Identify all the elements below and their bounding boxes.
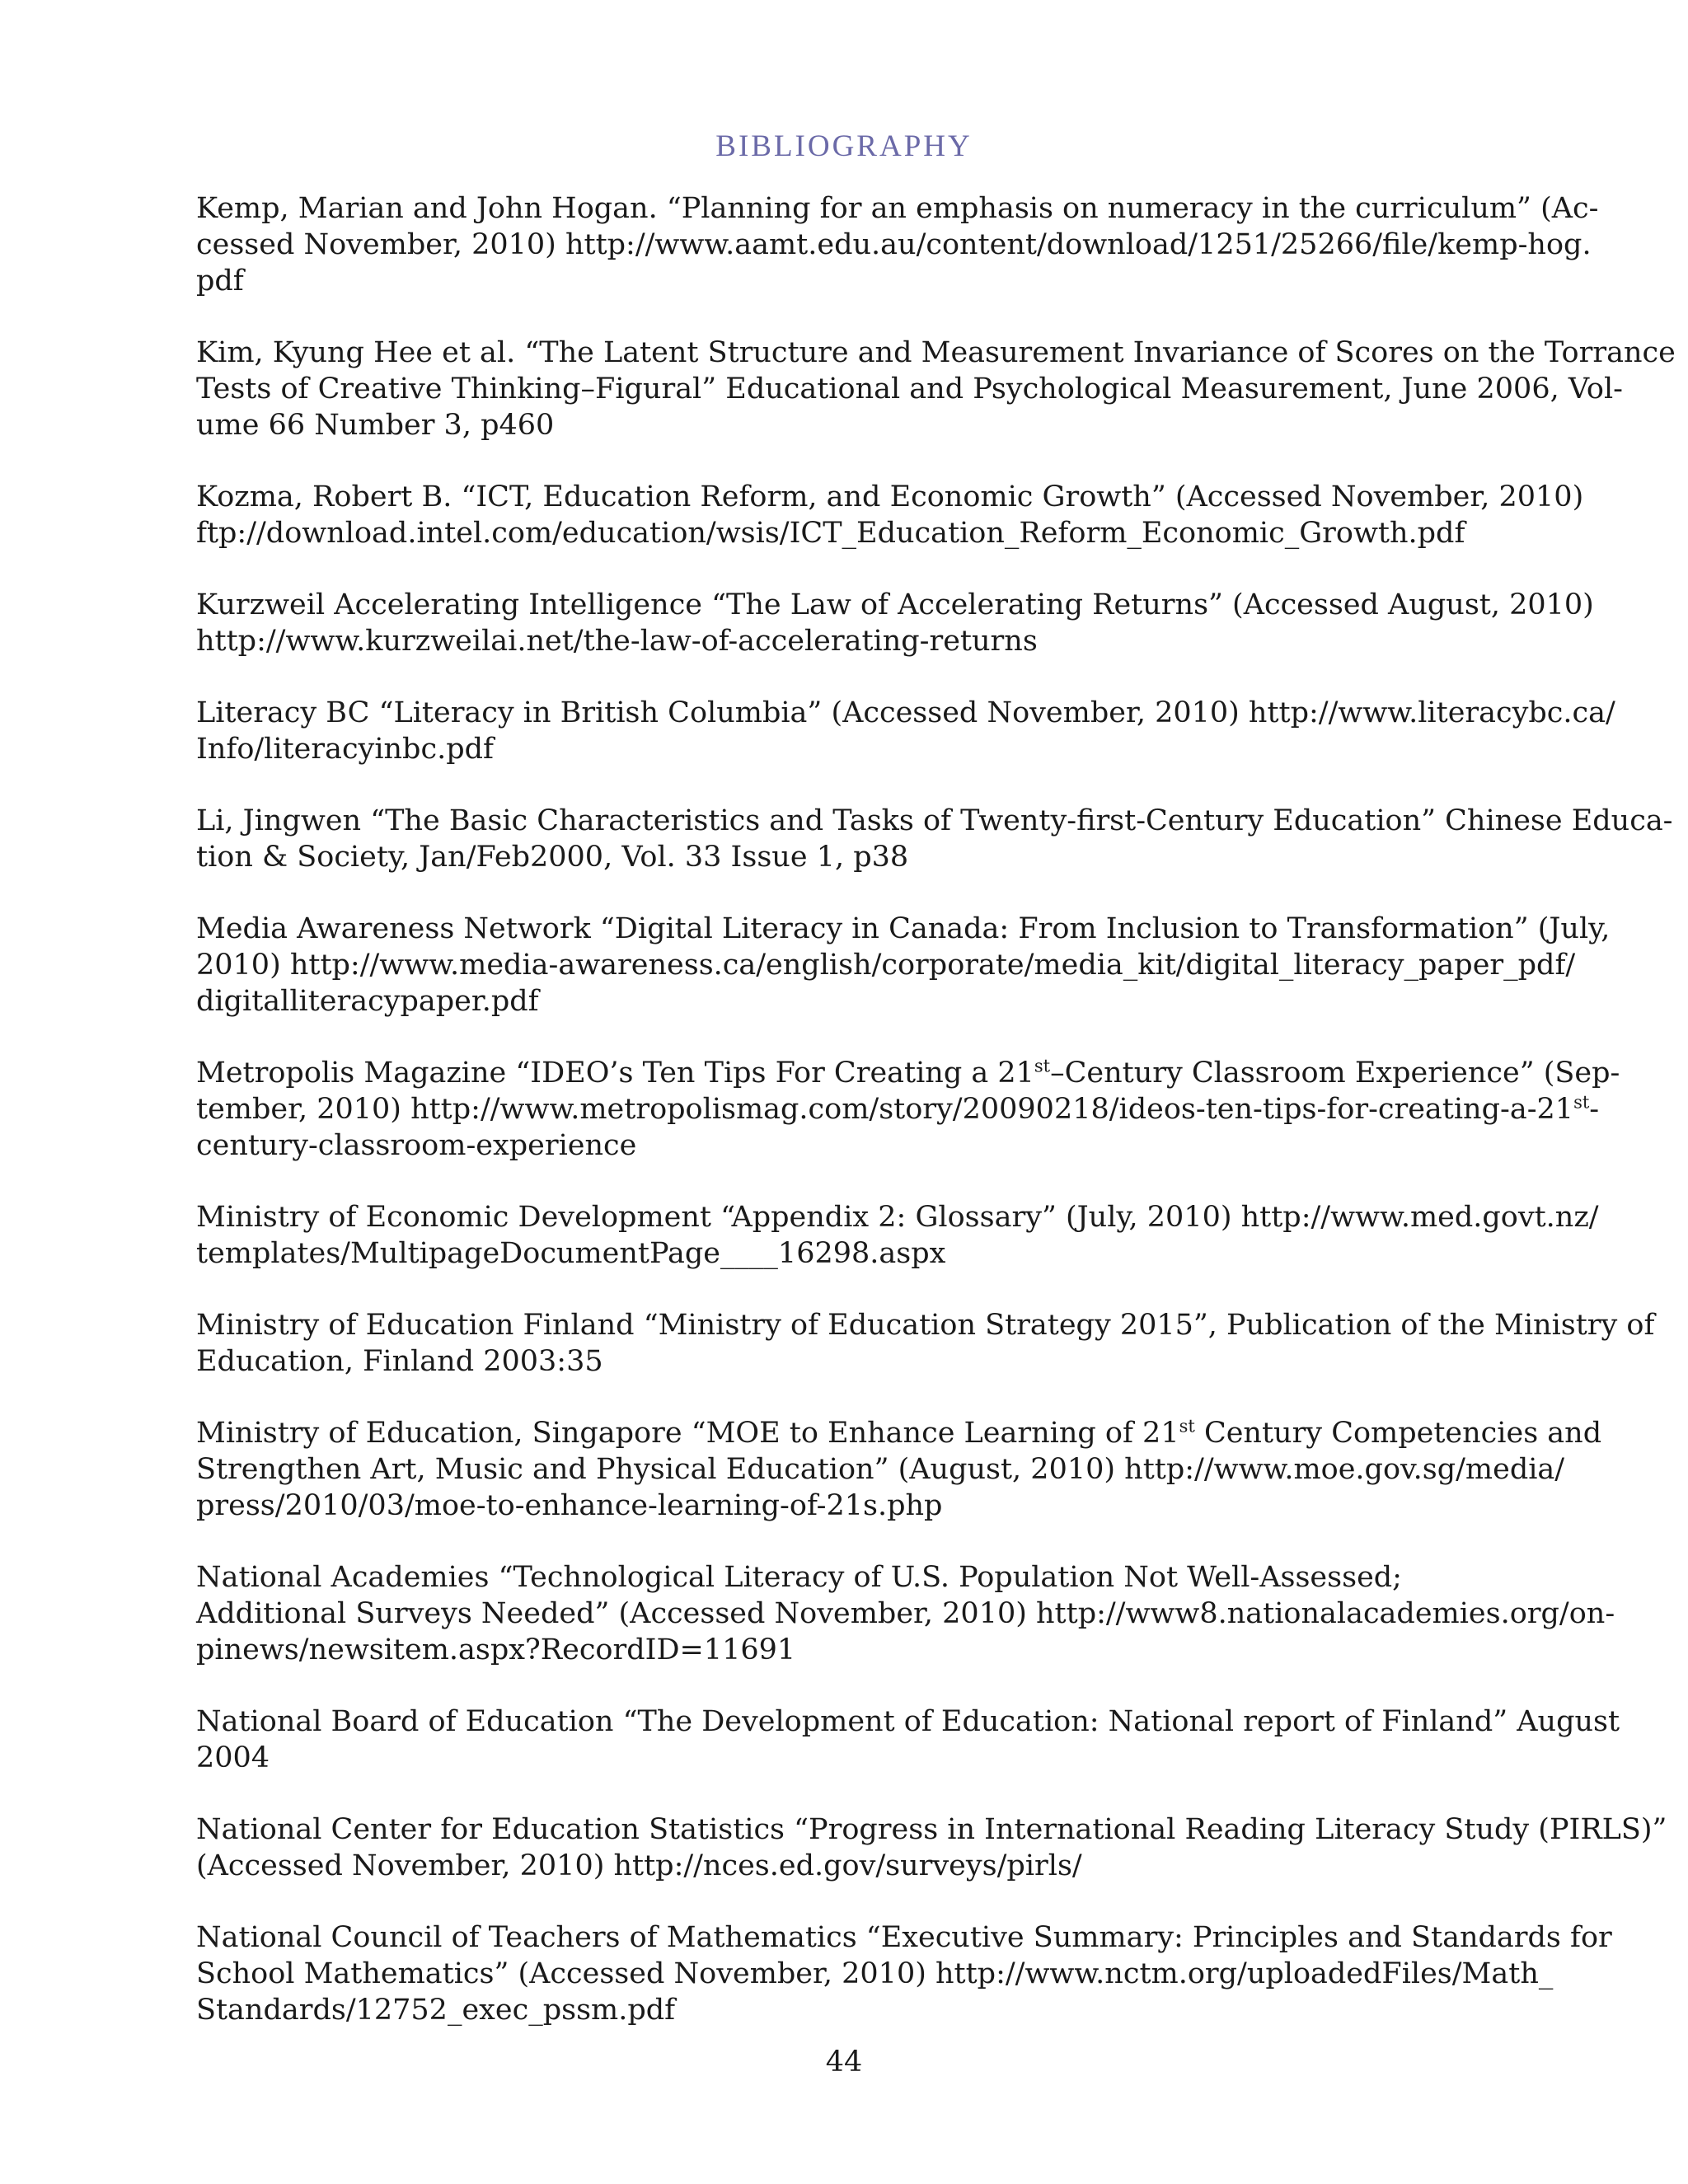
- bibliography-entry: [196, 1811, 1667, 1884]
- bibliography-entry: [196, 1919, 1612, 2028]
- bibliography-entry: [196, 587, 1594, 659]
- entry-line: press/2010/03/moe-to-enhance-learning-of-21s.php: [196, 1489, 943, 1522]
- entry-line: Tests of Creative Thinking–Figural” Educational and Psychological Measurement, June 2006, Vol-: [196, 373, 1623, 405]
- bibliography-entry: [196, 335, 1676, 443]
- entry-text: –Century Classroom Experience” (Sep-: [1050, 1057, 1620, 1090]
- entry-line: Kim, Kyung Hee et al. “The Latent Structure and Measurement Invariance of Scores on the Torrance: [196, 336, 1676, 369]
- entry-line: Education, Finland 2003:35: [196, 1345, 603, 1378]
- entry-line: Info/literacyinbc.pdf: [196, 733, 494, 766]
- ordinal-superscript: st: [1034, 1056, 1051, 1076]
- bibliography-entry: [196, 911, 1611, 1019]
- entry-line: Kemp, Marian and John Hogan. “Planning for an emphasis on numeracy in the curriculum” (Ac-: [196, 192, 1599, 225]
- entry-line: pdf: [196, 265, 244, 298]
- bibliography-entry: [196, 1199, 1599, 1272]
- entry-line: Kurzweil Accelerating Intelligence “The Law of Accelerating Returns” (Accessed August, 2010): [196, 588, 1594, 621]
- entry-text: tember, 2010) http://www.metropolismag.com/story/20090218/ideos-ten-tips-for-creating-a-21: [196, 1093, 1574, 1126]
- bibliography-entry: [196, 1055, 1620, 1164]
- bibliography-entry: [196, 479, 1584, 551]
- entry-line: Li, Jingwen “The Basic Characteristics and Tasks of Twenty-first-Century Education” Chinese Educa-: [196, 804, 1673, 837]
- entry-text: Century Competencies and: [1194, 1417, 1602, 1450]
- entry-line: digitalliteracypaper.pdf: [196, 985, 539, 1018]
- entry-line: National Academies “Technological Literacy of U.S. Population Not Well-Assessed;: [196, 1561, 1402, 1594]
- bibliography-entry: [196, 1704, 1620, 1776]
- page-heading: BIBLIOGRAPHY: [715, 129, 973, 163]
- entry-line: Ministry of Education Finland “Ministry of Education Strategy 2015”, Publication of the Ministry of: [196, 1309, 1655, 1342]
- entry-line: School Mathematics” (Accessed November, 2010) http://www.nctm.org/uploadedFiles/Math_: [196, 1957, 1554, 1990]
- ordinal-superscript: st: [1179, 1416, 1195, 1436]
- entry-line: Additional Surveys Needed” (Accessed November, 2010) http://www8.nationalacademies.org/on-: [196, 1597, 1615, 1630]
- entry-line: (Accessed November, 2010) http://nces.ed.gov/surveys/pirls/: [196, 1849, 1082, 1882]
- bibliography-entry: [196, 1559, 1615, 1668]
- entry-line: 2010) http://www.media-awareness.ca/english/corporate/media_kit/digital_literacy_paper_pdf/: [196, 949, 1576, 982]
- entry-line: [196, 1415, 1602, 1451]
- page-number: 44: [825, 2046, 863, 2079]
- entry-text: -: [1589, 1093, 1600, 1126]
- entry-line: Strengthen Art, Music and Physical Education” (August, 2010) http://www.moe.gov.sg/media/: [196, 1453, 1565, 1486]
- entry-line: century-classroom-experience: [196, 1129, 637, 1162]
- entry-line: Media Awareness Network “Digital Literacy in Canada: From Inclusion to Transformation” (July,: [196, 912, 1611, 945]
- entry-line: Ministry of Economic Development “Appendix 2: Glossary” (July, 2010) http://www.med.govt.nz/: [196, 1201, 1599, 1234]
- entry-line: templates/MultipageDocumentPage____16298.aspx: [196, 1237, 946, 1270]
- entry-line: [196, 1055, 1620, 1091]
- bibliography-entry: [196, 1307, 1655, 1380]
- entry-line: pinews/newsitem.aspx?RecordID=11691: [196, 1633, 796, 1666]
- entry-text: Metropolis Magazine “IDEO’s Ten Tips For Creating a 21: [196, 1057, 1034, 1090]
- entry-line: 2004: [196, 1741, 270, 1774]
- entry-line: Literacy BC “Literacy in British Columbia” (Accessed November, 2010) http://www.literacybc.ca/: [196, 696, 1615, 729]
- bibliography-entry: [196, 190, 1599, 299]
- bibliography-entry: [196, 695, 1615, 767]
- entry-line: National Center for Education Statistics “Progress in International Reading Literacy Study (PIRLS)”: [196, 1813, 1667, 1846]
- bibliography-entry: [196, 803, 1673, 875]
- entry-line: National Council of Teachers of Mathematics “Executive Summary: Principles and Standards for: [196, 1921, 1612, 1954]
- bibliography-entry: [196, 1415, 1602, 1524]
- entry-line: Standards/12752_exec_pssm.pdf: [196, 1994, 676, 2027]
- entry-line: Kozma, Robert B. “ICT, Education Reform, and Economic Growth” (Accessed November, 2010): [196, 480, 1584, 513]
- entry-line: National Board of Education “The Development of Education: National report of Finland” August: [196, 1705, 1620, 1738]
- entry-line: cessed November, 2010) http://www.aamt.edu.au/content/download/1251/25266/file/kemp-hog.: [196, 228, 1592, 261]
- entry-line: http://www.kurzweilai.net/the-law-of-accelerating-returns: [196, 625, 1038, 658]
- entry-line: [196, 1091, 1600, 1127]
- entry-line: ftp://download.intel.com/education/wsis/ICT_Education_Reform_Economic_Growth.pdf: [196, 517, 1465, 550]
- ordinal-superscript: st: [1573, 1092, 1590, 1113]
- entry-line: tion & Society, Jan/Feb2000, Vol. 33 Issue 1, p38: [196, 841, 909, 874]
- bibliography-list: [196, 190, 1676, 2064]
- entry-text: Ministry of Education, Singapore “MOE to Enhance Learning of 21: [196, 1417, 1179, 1450]
- entry-line: ume 66 Number 3, p460: [196, 409, 555, 442]
